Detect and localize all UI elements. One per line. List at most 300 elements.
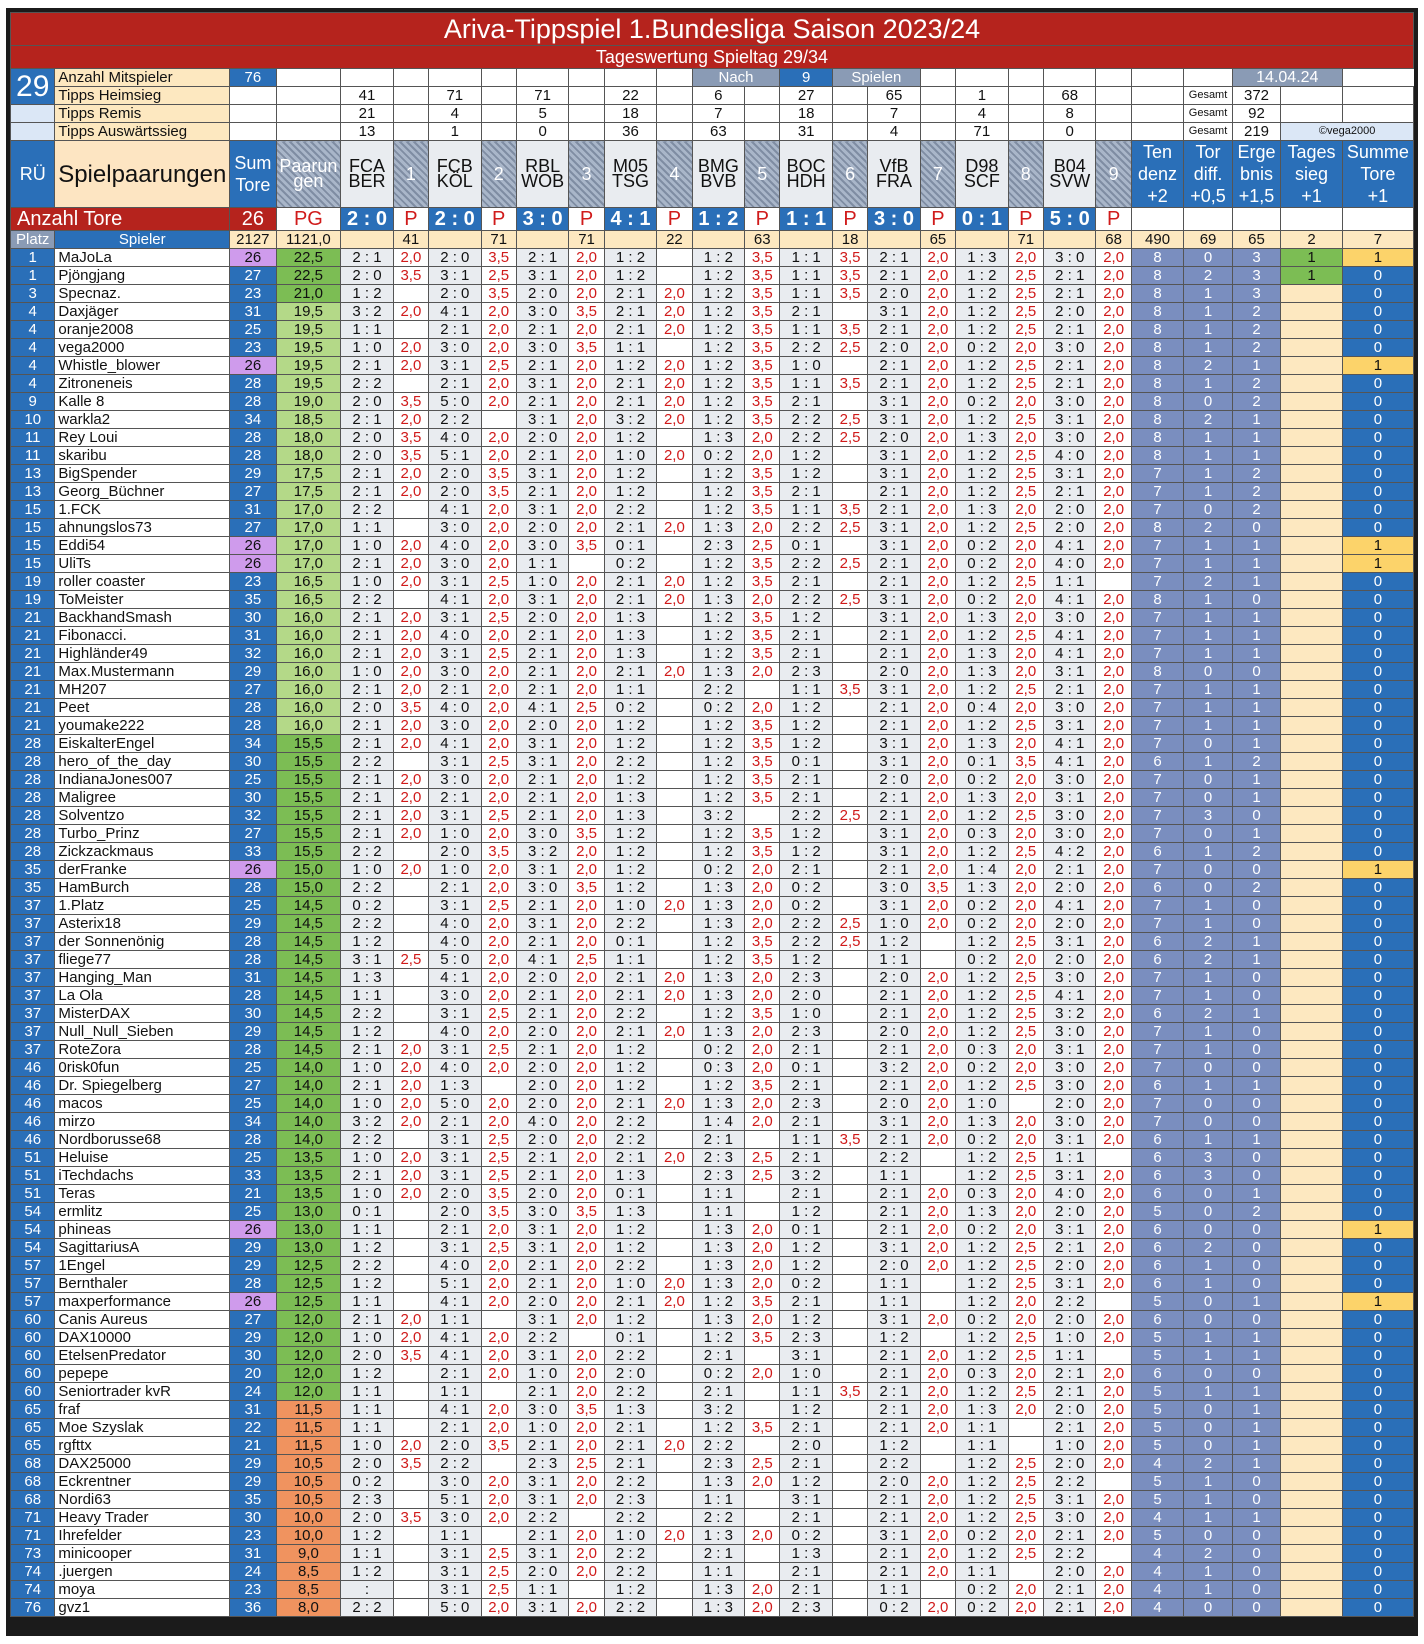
player-sum-tore: 24: [230, 1563, 276, 1581]
player-tip: 1 : 1: [692, 1185, 745, 1203]
player-total-points: 10,0: [276, 1527, 341, 1545]
player-tip: 2 : 0: [1043, 1095, 1096, 1113]
match-teams: [604, 141, 657, 208]
player-ergebnis: 1: [1232, 1185, 1280, 1203]
player-match-points: 2,0: [745, 591, 780, 609]
player-match-points: 2,0: [745, 663, 780, 681]
spreadsheet-frame: [6, 8, 1418, 1636]
player-tip: 2 : 0: [516, 969, 569, 987]
player-match-points: 2,0: [1096, 879, 1131, 897]
home-team: M05: [612, 156, 648, 176]
player-match-points: 2,0: [569, 447, 604, 465]
summe-tore-header: [1342, 141, 1413, 208]
player-match-points: [1096, 573, 1131, 591]
player-name: warkla2: [55, 411, 230, 429]
player-match-points: 3,5: [745, 771, 780, 789]
player-tordiff: 0: [1184, 1419, 1232, 1437]
player-name: moya: [55, 1581, 230, 1599]
player-row: [11, 1077, 1414, 1095]
player-match-points: [393, 897, 428, 915]
player-match-points: 2,0: [745, 429, 780, 447]
player-tip: 1 : 2: [956, 483, 1009, 501]
player-match-points: [1008, 1437, 1043, 1455]
p-label: P: [657, 208, 692, 231]
player-tip: 2 : 1: [780, 573, 833, 591]
player-sum-tore: 29: [230, 1239, 276, 1257]
player-match-points: 2,0: [1096, 1581, 1131, 1599]
player-tip: 3 : 1: [429, 897, 482, 915]
player-summe-tore: 0: [1342, 447, 1413, 465]
player-name: fraf: [55, 1401, 230, 1419]
player-match-points: 2,0: [920, 501, 955, 519]
player-ergebnis: 2: [1232, 375, 1280, 393]
player-match-points: 2,0: [657, 1293, 692, 1311]
player-match-points: [832, 1599, 867, 1617]
player-tagessieg: [1281, 699, 1343, 717]
player-tip: 1 : 3: [692, 897, 745, 915]
player-tip: 0 : 2: [956, 771, 1009, 789]
player-match-points: 2,0: [481, 501, 516, 519]
tips-label: Tipps Remis: [55, 105, 230, 123]
player-tagessieg: [1281, 321, 1343, 339]
player-match-points: 2,0: [1096, 1203, 1131, 1221]
player-match-points: 3,5: [832, 1131, 867, 1149]
player-tip: 2 : 0: [868, 1095, 921, 1113]
player-match-points: 2,0: [920, 897, 955, 915]
player-match-points: [832, 1527, 867, 1545]
player-tip: 1 : 2: [692, 1419, 745, 1437]
player-total-points: 15,5: [276, 789, 341, 807]
player-tagessieg: [1281, 573, 1343, 591]
player-match-points: 3,5: [745, 339, 780, 357]
player-match-points: [657, 1599, 692, 1617]
player-summe-tore: 0: [1342, 1275, 1413, 1293]
player-match-points: 2,0: [569, 1491, 604, 1509]
player-tendenz: 6: [1131, 1077, 1184, 1095]
player-match-points: 2,0: [1008, 699, 1043, 717]
player-tagessieg: [1281, 915, 1343, 933]
player-name: Nordi63: [55, 1491, 230, 1509]
player-match-points: [657, 1113, 692, 1131]
player-match-points: 2,0: [745, 1311, 780, 1329]
player-name: Moe Szyslak: [55, 1419, 230, 1437]
gesamt-label: Gesamt: [1184, 87, 1232, 105]
player-tip: 2 : 1: [868, 501, 921, 519]
player-summe-tore: 0: [1342, 897, 1413, 915]
player-tagessieg: [1281, 1167, 1343, 1185]
player-tagessieg: [1281, 1041, 1343, 1059]
player-tip: 2 : 2: [1043, 1473, 1096, 1491]
player-total-points: 16,0: [276, 609, 341, 627]
tips-label: Tipps Auswärtssieg: [55, 123, 230, 141]
pg-label: PG: [276, 208, 341, 231]
player-summe-tore: 0: [1342, 519, 1413, 537]
player-tordiff: 1: [1184, 1023, 1232, 1041]
player-total-points: 12,0: [276, 1347, 341, 1365]
player-match-points: 2,0: [1096, 1005, 1131, 1023]
player-tendenz: 8: [1131, 267, 1184, 285]
player-match-points: 2,0: [745, 879, 780, 897]
player-match-points: 2,0: [1008, 789, 1043, 807]
player-tordiff: 3: [1184, 1149, 1232, 1167]
player-tip: 3 : 1: [516, 753, 569, 771]
player-tendenz: 6: [1131, 1005, 1184, 1023]
player-ergebnis: 1: [1232, 735, 1280, 753]
player-match-points: 2,0: [745, 1527, 780, 1545]
player-tip: 2 : 1: [341, 411, 394, 429]
player-match-points: 2,0: [393, 483, 428, 501]
player-tip: 1 : 2: [956, 411, 1009, 429]
player-rank: 65: [11, 1437, 55, 1455]
player-tip: 3 : 0: [516, 303, 569, 321]
player-name: pepepe: [55, 1365, 230, 1383]
p-label: P: [569, 208, 604, 231]
player-tip: 1 : 1: [604, 681, 657, 699]
player-tip: 2 : 1: [516, 1257, 569, 1275]
player-ergebnis: 3: [1232, 249, 1280, 267]
player-tagessieg: [1281, 645, 1343, 663]
player-sum-tore: 22: [230, 1419, 276, 1437]
player-tip: 2 : 2: [604, 1257, 657, 1275]
player-total-points: 19,0: [276, 393, 341, 411]
player-tip: 2 : 1: [604, 1023, 657, 1041]
player-summe-tore: 0: [1342, 321, 1413, 339]
player-ergebnis: 1: [1232, 1419, 1280, 1437]
player-match-points: 2,0: [481, 789, 516, 807]
player-tip: 1 : 2: [692, 393, 745, 411]
player-match-points: [657, 465, 692, 483]
player-tordiff: 2: [1184, 519, 1232, 537]
player-rank: 28: [11, 735, 55, 753]
player-match-points: 2,0: [745, 1473, 780, 1491]
player-tip: 2 : 0: [1043, 519, 1096, 537]
player-total-points: 13,0: [276, 1203, 341, 1221]
player-tip: 2 : 2: [341, 375, 394, 393]
player-tip: 4 : 1: [1043, 645, 1096, 663]
header-line: gen: [293, 171, 324, 191]
player-tip: 2 : 0: [429, 843, 482, 861]
player-match-points: [1096, 1473, 1131, 1491]
blank-cell: [230, 87, 276, 105]
player-match-points: 2,5: [569, 1455, 604, 1473]
player-match-points: 2,0: [569, 375, 604, 393]
player-name: Fibonacci.: [55, 627, 230, 645]
player-ergebnis: 1: [1232, 825, 1280, 843]
player-tip: 3 : 1: [868, 465, 921, 483]
player-match-points: 2,0: [1096, 519, 1131, 537]
player-tip: 2 : 0: [1043, 915, 1096, 933]
player-tip: 3 : 0: [429, 663, 482, 681]
player-match-points: 2,0: [920, 645, 955, 663]
player-tip: 1 : 1: [429, 1527, 482, 1545]
player-tip: 4 : 1: [429, 501, 482, 519]
player-match-points: [657, 555, 692, 573]
player-tip: 2 : 1: [868, 627, 921, 645]
player-sum-tore: 23: [230, 573, 276, 591]
player-rank: 37: [11, 1023, 55, 1041]
player-match-points: [832, 609, 867, 627]
player-match-points: 2,0: [569, 1473, 604, 1491]
player-tip: 2 : 2: [604, 915, 657, 933]
player-tip: 2 : 1: [1043, 321, 1096, 339]
player-tip: 2 : 2: [604, 1509, 657, 1527]
player-tip: 3 : 1: [429, 1545, 482, 1563]
player-rank: 21: [11, 645, 55, 663]
player-ergebnis: 0: [1232, 1095, 1280, 1113]
player-match-points: [745, 1401, 780, 1419]
player-match-points: [745, 1185, 780, 1203]
player-tip: 1 : 0: [429, 861, 482, 879]
player-match-points: 2,0: [920, 1077, 955, 1095]
player-tordiff: 2: [1184, 1239, 1232, 1257]
player-rank: 73: [11, 1545, 55, 1563]
ergebnis-header: [1232, 141, 1280, 208]
blank-cell: [780, 231, 833, 249]
player-tip: 2 : 1: [604, 1455, 657, 1473]
player-match-points: 2,0: [1096, 1365, 1131, 1383]
player-summe-tore: 1: [1342, 861, 1413, 879]
player-tip: 0 : 2: [692, 699, 745, 717]
blank-cell: [1232, 208, 1280, 231]
gesamt-label: Gesamt: [1184, 105, 1232, 123]
away-team: BVB: [700, 171, 737, 191]
tendenz-total: 490: [1131, 231, 1184, 249]
player-ergebnis: 1: [1232, 933, 1280, 951]
player-row: [11, 591, 1414, 609]
player-sum-tore: 26: [230, 861, 276, 879]
player-name: Max.Mustermann: [55, 663, 230, 681]
player-match-points: 2,0: [657, 1149, 692, 1167]
player-tip: 1 : 2: [692, 249, 745, 267]
player-match-points: 2,0: [657, 285, 692, 303]
player-match-points: [832, 1239, 867, 1257]
player-match-points: 2,0: [481, 519, 516, 537]
player-name: EiskalterEngel: [55, 735, 230, 753]
player-tip: 1 : 2: [956, 681, 1009, 699]
blank-cell: [956, 69, 1009, 87]
player-tip: 2 : 1: [341, 735, 394, 753]
player-total-points: 14,5: [276, 933, 341, 951]
player-match-points: [745, 1131, 780, 1149]
player-tip: 2 : 1: [868, 699, 921, 717]
player-ergebnis: 0: [1232, 1275, 1280, 1293]
player-match-points: 2,0: [1008, 771, 1043, 789]
player-row: [11, 249, 1414, 267]
player-rank: 4: [11, 357, 55, 375]
player-tip: 2 : 1: [1043, 1419, 1096, 1437]
player-tip: 3 : 0: [516, 879, 569, 897]
spielen-label: Spielen: [832, 69, 920, 87]
player-tip: 2 : 1: [780, 861, 833, 879]
player-match-points: 2,5: [481, 753, 516, 771]
player-match-points: 2,5: [1008, 969, 1043, 987]
player-tip: 1 : 0: [341, 861, 394, 879]
player-match-points: 2,0: [920, 771, 955, 789]
player-tip: 4 : 1: [1043, 987, 1096, 1005]
player-tip: 2 : 2: [780, 807, 833, 825]
player-tip: 1 : 1: [1043, 1347, 1096, 1365]
player-tip: 1 : 1: [341, 1419, 394, 1437]
player-match-points: [657, 1509, 692, 1527]
player-total-points: 17,0: [276, 537, 341, 555]
player-tip: 3 : 1: [1043, 1491, 1096, 1509]
blank-cell: [393, 69, 428, 87]
player-ergebnis: 2: [1232, 753, 1280, 771]
player-tip: 2 : 1: [341, 627, 394, 645]
player-match-points: 2,5: [481, 1545, 516, 1563]
blank-cell: [832, 87, 867, 105]
player-row: [11, 339, 1414, 357]
player-tip: 1 : 2: [956, 1455, 1009, 1473]
blank-cell: [1008, 69, 1043, 87]
player-rank: 28: [11, 825, 55, 843]
player-tip: 4 : 1: [429, 1347, 482, 1365]
player-tordiff: 0: [1184, 735, 1232, 753]
player-tip: 4 : 1: [429, 1293, 482, 1311]
player-tip: 2 : 0: [516, 1131, 569, 1149]
player-tip: 0 : 2: [341, 897, 394, 915]
player-match-points: 2,0: [1096, 699, 1131, 717]
player-tip: 3 : 2: [868, 1059, 921, 1077]
player-ergebnis: 0: [1232, 1059, 1280, 1077]
player-tordiff: 1: [1184, 969, 1232, 987]
player-tip: 1 : 2: [692, 501, 745, 519]
player-match-points: 2,5: [569, 951, 604, 969]
player-tip: 3 : 0: [516, 1401, 569, 1419]
sum-total: 2127: [230, 231, 276, 249]
player-sum-tore: 30: [230, 1005, 276, 1023]
player-sum-tore: 31: [230, 969, 276, 987]
player-tip: 1 : 3: [692, 1239, 745, 1257]
player-tip: 3 : 1: [516, 375, 569, 393]
player-row: [11, 1545, 1414, 1563]
player-match-points: 2,0: [569, 1599, 604, 1617]
player-match-points: 2,0: [393, 1059, 428, 1077]
player-tip: 2 : 2: [604, 1383, 657, 1401]
player-match-points: [832, 1491, 867, 1509]
player-tendenz: 5: [1131, 1383, 1184, 1401]
player-rank: 57: [11, 1257, 55, 1275]
player-tordiff: 1: [1184, 1581, 1232, 1599]
player-match-points: 2,0: [481, 537, 516, 555]
player-tip: 2 : 1: [780, 1581, 833, 1599]
player-rank: 13: [11, 483, 55, 501]
player-sum-tore: 30: [230, 789, 276, 807]
player-tip: 3 : 1: [429, 573, 482, 591]
player-ergebnis: 1: [1232, 1455, 1280, 1473]
player-tip: 1 : 0: [516, 1419, 569, 1437]
player-match-points: 2,0: [569, 465, 604, 483]
player-match-points: 2,0: [920, 1005, 955, 1023]
player-tip: 2 : 0: [341, 447, 394, 465]
player-match-points: 2,0: [393, 555, 428, 573]
player-tip: 1 : 2: [956, 1347, 1009, 1365]
player-tip: 0 : 2: [868, 1599, 921, 1617]
player-match-points: 2,0: [1096, 393, 1131, 411]
player-tagessieg: [1281, 753, 1343, 771]
player-match-points: 2,0: [920, 1203, 955, 1221]
player-ergebnis: 1: [1232, 1293, 1280, 1311]
blank-cell: [481, 69, 516, 87]
player-match-points: [657, 609, 692, 627]
player-tip: 1 : 2: [341, 1365, 394, 1383]
player-match-points: 2,0: [481, 951, 516, 969]
player-match-points: 3,5: [745, 1005, 780, 1023]
player-tip: 2 : 0: [341, 1455, 394, 1473]
player-summe-tore: 0: [1342, 375, 1413, 393]
player-tip: 1 : 2: [604, 1059, 657, 1077]
player-match-points: 2,0: [569, 861, 604, 879]
player-tip: 5 : 0: [429, 951, 482, 969]
player-tip: 2 : 1: [780, 627, 833, 645]
player-tip: 2 : 1: [429, 879, 482, 897]
player-tip: 3 : 1: [429, 645, 482, 663]
player-match-points: 2,0: [1096, 1275, 1131, 1293]
blank-cell: [276, 105, 341, 123]
player-match-points: 3,5: [745, 753, 780, 771]
player-tordiff: 1: [1184, 303, 1232, 321]
player-match-points: 2,0: [657, 1527, 692, 1545]
player-tip: 1 : 2: [341, 1527, 394, 1545]
player-tip: 2 : 1: [868, 1185, 921, 1203]
player-summe-tore: 0: [1342, 609, 1413, 627]
player-match-points: 2,5: [1008, 843, 1043, 861]
player-tagessieg: [1281, 987, 1343, 1005]
tips-count: 22: [604, 87, 657, 105]
tips-count: 31: [780, 123, 833, 141]
player-tip: 3 : 0: [1043, 1059, 1096, 1077]
player-ergebnis: 0: [1232, 1527, 1280, 1545]
p-label: P: [393, 208, 428, 231]
player-match-points: 2,5: [1008, 1473, 1043, 1491]
player-match-points: 2,5: [481, 573, 516, 591]
player-name: Maligree: [55, 789, 230, 807]
player-name: Heavy Trader: [55, 1509, 230, 1527]
player-match-points: 2,0: [1096, 843, 1131, 861]
player-rank: 46: [11, 1113, 55, 1131]
blank-cell: [1281, 87, 1343, 105]
player-match-points: 2,0: [569, 1077, 604, 1095]
player-tip: 0 : 1: [780, 537, 833, 555]
player-match-points: 2,5: [1008, 717, 1043, 735]
player-tagessieg: [1281, 1149, 1343, 1167]
player-rank: 3: [11, 285, 55, 303]
player-match-points: 2,0: [1096, 663, 1131, 681]
player-ergebnis: 0: [1232, 969, 1280, 987]
player-tagessieg: [1281, 285, 1343, 303]
blank-cell: [341, 69, 394, 87]
player-ergebnis: 1: [1232, 627, 1280, 645]
player-match-points: 3,5: [481, 249, 516, 267]
player-summe-tore: 0: [1342, 1419, 1413, 1437]
player-match-points: 3,5: [1008, 753, 1043, 771]
player-tip: 2 : 3: [780, 969, 833, 987]
player-tip: 2 : 2: [780, 591, 833, 609]
player-match-points: 2,5: [481, 807, 516, 825]
player-match-points: 2,0: [1096, 303, 1131, 321]
player-match-points: [657, 501, 692, 519]
player-match-points: 2,0: [393, 1437, 428, 1455]
player-sum-tore: 25: [230, 321, 276, 339]
player-tordiff: 0: [1184, 1203, 1232, 1221]
player-sum-tore: 35: [230, 1491, 276, 1509]
player-rank: 51: [11, 1185, 55, 1203]
player-total-points: 22,5: [276, 249, 341, 267]
player-tip: 3 : 0: [1043, 969, 1096, 987]
player-tip: 2 : 1: [780, 789, 833, 807]
player-tip: 3 : 1: [516, 591, 569, 609]
player-tip: 1 : 1: [956, 1419, 1009, 1437]
